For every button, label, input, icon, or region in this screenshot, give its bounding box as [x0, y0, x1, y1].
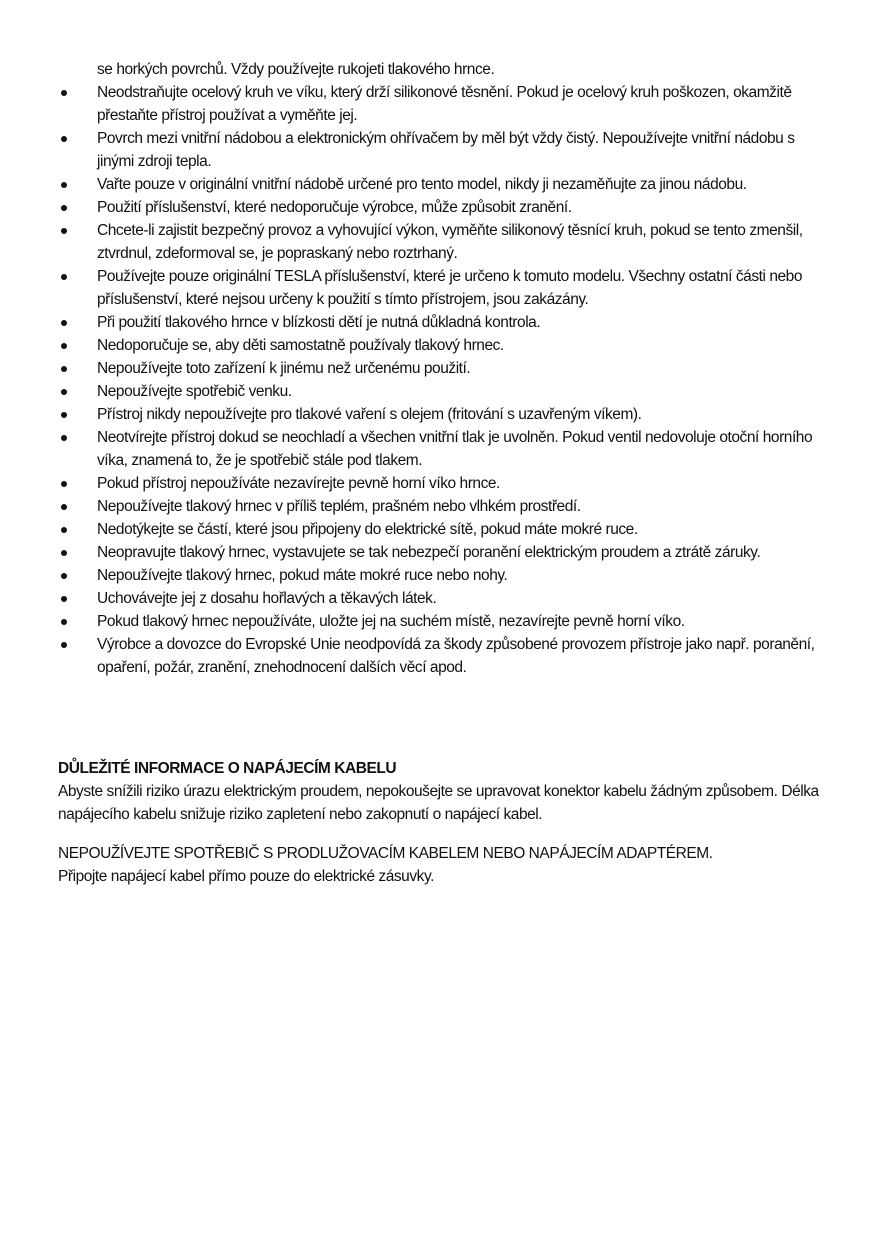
bullet-item — [58, 380, 828, 403]
power-cable-section — [58, 757, 828, 826]
bullet-dot-icon — [61, 90, 67, 96]
bullet-item — [58, 403, 828, 426]
bullet-dot-icon — [61, 550, 67, 556]
bullet-item — [58, 564, 828, 587]
bullet-item — [58, 472, 828, 495]
bullet-dot-icon — [61, 481, 67, 487]
section-heading: DŮLEŽITÉ INFORMACE O NAPÁJECÍM KABELU — [58, 760, 397, 777]
bullet-text: Nedotýkejte se částí, které jsou připojeny do elektrické sítě, pokud máte mokré ruce. — [97, 521, 638, 538]
bullet-dot-icon — [61, 596, 67, 602]
warning-line: NEPOUŽÍVEJTE SPOTŘEBIČ S PRODLUŽOVACÍM KABELEM NEBO NAPÁJECÍM ADAPTÉREM. — [58, 845, 713, 862]
bullet-text: Nepoužívejte tlakový hrnec v příliš teplém, prašném nebo vlhkém prostředí. — [97, 498, 581, 515]
bullet-dot-icon — [61, 182, 67, 188]
bullet-dot-icon — [61, 389, 67, 395]
bullet-item — [58, 495, 828, 518]
bullet-text: Neotvírejte přístroj dokud se neochladí a všechen vnitřní tlak je uvolněn. Pokud ventil nedovoluje otoční horního víka, znamená to, že je spotřebič stále pod tlakem. — [97, 429, 813, 469]
bullet-text: Použití příslušenství, které nedoporučuje výrobce, může způsobit zranění. — [97, 199, 572, 216]
extension-cable-warning — [58, 842, 828, 888]
bullet-item — [58, 541, 828, 564]
bullet-text: Neodstraňujte ocelový kruh ve víku, který drží silikonové těsnění. Pokud je ocelový kruh poškozen, okamžitě přestaňte přístroj používat a vyměňte jej. — [97, 84, 792, 124]
continuation-text: se horkých povrchů. Vždy používejte rukojeti tlakového hrnce. — [97, 61, 495, 78]
bullet-text: Nedoporučuje se, aby děti samostatně používaly tlakový hrnec. — [97, 337, 504, 354]
bullet-dot-icon — [61, 527, 67, 533]
bullet-item — [58, 265, 828, 311]
bullet-text: Nepoužívejte spotřebič venku. — [97, 383, 292, 400]
bullet-dot-icon — [61, 320, 67, 326]
bullet-item — [58, 196, 828, 219]
bullet-text: Vařte pouze v originální vnitřní nádobě určené pro tento model, nikdy ji nezaměňujte za jinou nádobu. — [97, 176, 747, 193]
bullet-dot-icon — [61, 435, 67, 441]
bullet-dot-icon — [61, 619, 67, 625]
bullet-text: Neopravujte tlakový hrnec, vystavujete se tak nebezpečí poranění elektrickým proudem a ztrátě záruky. — [97, 544, 761, 561]
bullet-item — [58, 357, 828, 380]
bullet-item — [58, 127, 828, 173]
bullet-item — [58, 311, 828, 334]
bullet-text: Chcete-li zajistit bezpečný provoz a vyhovující výkon, vyměňte silikonový těsnící kruh, pokud se tento zmenšil, ztvrdnul, zdeformoval se, je popraskaný nebo roztrhaný. — [97, 222, 803, 262]
bullet-item — [58, 81, 828, 127]
bullet-dot-icon — [61, 228, 67, 234]
bullet-dot-icon — [61, 205, 67, 211]
bullet-text: Přístroj nikdy nepoužívejte pro tlakové vaření s olejem (fritování s uzavřeným víkem). — [97, 406, 642, 423]
bullet-dot-icon — [61, 573, 67, 579]
bullet-dot-icon — [61, 343, 67, 349]
safety-bullet-list — [58, 81, 828, 679]
instruction-line: Připojte napájecí kabel přímo pouze do elektrické zásuvky. — [58, 868, 434, 885]
bullet-text: Povrch mezi vnitřní nádobou a elektronickým ohřívačem by měl být vždy čistý. Nepoužívejte vnitřní nádobu s jinými zdroji tepla. — [97, 130, 795, 170]
bullet-dot-icon — [61, 366, 67, 372]
bullet-dot-icon — [61, 504, 67, 510]
bullet-text: Při použití tlakového hrnce v blízkosti dětí je nutná důkladná kontrola. — [97, 314, 541, 331]
bullet-item — [58, 219, 828, 265]
section-paragraph: Abyste snížili riziko úrazu elektrickým proudem, nepokoušejte se upravovat konektor kabelu žádným způsobem. Délka napájecího kabelu snižuje riziko zapletení nebo zakopnutí o napájecí kabel. — [58, 783, 819, 823]
bullet-dot-icon — [61, 136, 67, 142]
bullet-item — [58, 610, 828, 633]
bullet-dot-icon — [61, 412, 67, 418]
bullet-text: Výrobce a dovozce do Evropské Unie neodpovídá za škody způsobené provozem přístroje jako např. poranění, opaření, požár, zranění, znehodnocení dalších věcí apod. — [97, 636, 815, 676]
bullet-item — [58, 173, 828, 196]
bullet-item — [58, 587, 828, 610]
bullet-text: Uchovávejte jej z dosahu hořlavých a těkavých látek. — [97, 590, 437, 607]
bullet-text: Používejte pouze originální TESLA příslušenství, které je určeno k tomuto modelu. Všechny ostatní části nebo příslušenství, které nejsou určeny k použití s tímto přístrojem, jsou zakázány. — [97, 268, 803, 308]
bullet-text: Nepoužívejte toto zařízení k jinému než určenému použití. — [97, 360, 471, 377]
bullet-text: Pokud přístroj nepoužíváte nezavírejte pevně horní víko hrnce. — [97, 475, 500, 492]
bullet-text: Pokud tlakový hrnec nepoužíváte, uložte jej na suchém místě, nezavírejte pevně horní víko. — [97, 613, 685, 630]
bullet-item — [58, 518, 828, 541]
bullet-item — [58, 633, 828, 679]
bullet-dot-icon — [61, 642, 67, 648]
bullet-item — [58, 426, 828, 472]
bullet-item — [58, 334, 828, 357]
bullet-text: Nepoužívejte tlakový hrnec, pokud máte mokré ruce nebo nohy. — [97, 567, 508, 584]
bullet-dot-icon — [61, 274, 67, 280]
